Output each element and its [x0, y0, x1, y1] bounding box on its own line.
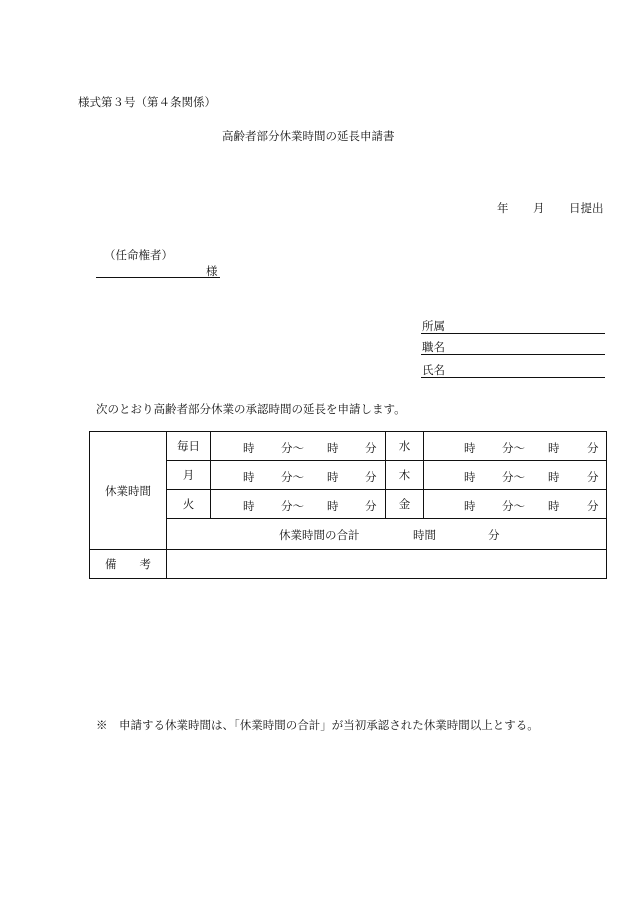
- addressee-honorific: 様: [206, 264, 218, 278]
- footnote: ※ 申請する休業時間は、「休業時間の合計」が当初承認された休業時間以上とする。: [96, 718, 539, 732]
- time-range-wed[interactable]: 時 分～ 時 分: [424, 432, 607, 461]
- date-day-label: 日提出: [569, 201, 604, 215]
- time-range-fri[interactable]: 時 分～ 時 分: [424, 490, 607, 519]
- remarks-field[interactable]: [167, 550, 607, 579]
- intro-text: 次のとおり高齢者部分休業の承認時間の延長を申請します。: [96, 402, 406, 416]
- hours-label: 休業時間: [90, 432, 167, 550]
- addressee-field[interactable]: [96, 263, 220, 278]
- affiliation-field[interactable]: [421, 318, 605, 334]
- page-title: 高齢者部分休業時間の延長申請書: [222, 129, 395, 143]
- date-year-label: 年: [497, 201, 509, 215]
- affiliation-label: 所属: [422, 319, 445, 333]
- name-label: 氏名: [422, 363, 445, 377]
- position-field[interactable]: [421, 339, 605, 355]
- day-daily: 毎日: [167, 432, 211, 461]
- addressee-label: （任命権者）: [104, 248, 173, 262]
- time-range-thu[interactable]: 時 分～ 時 分: [424, 461, 607, 490]
- submission-date: [497, 200, 604, 216]
- time-range-daily[interactable]: 時 分～ 時 分: [211, 432, 386, 461]
- date-month-label: 月: [533, 201, 545, 215]
- time-range-mon[interactable]: 時 分～ 時 分: [211, 461, 386, 490]
- day-thu: 木: [386, 461, 424, 490]
- total-minutes-unit: 分: [488, 528, 500, 542]
- day-wed: 水: [386, 432, 424, 461]
- day-fri: 金: [386, 490, 424, 519]
- name-field[interactable]: [421, 362, 605, 378]
- day-mon: 月: [167, 461, 211, 490]
- total-hours-unit: 時間: [413, 528, 436, 542]
- remarks-label: 備 考: [90, 550, 167, 579]
- total-hours-row[interactable]: [167, 519, 607, 550]
- form-number: 様式第３号（第４条関係）: [78, 95, 216, 109]
- position-label: 職名: [422, 340, 445, 354]
- leave-hours-table: [89, 431, 607, 579]
- day-tue: 火: [167, 490, 211, 519]
- total-hours-label: 休業時間の合計: [279, 528, 360, 542]
- time-range-tue[interactable]: 時 分～ 時 分: [211, 490, 386, 519]
